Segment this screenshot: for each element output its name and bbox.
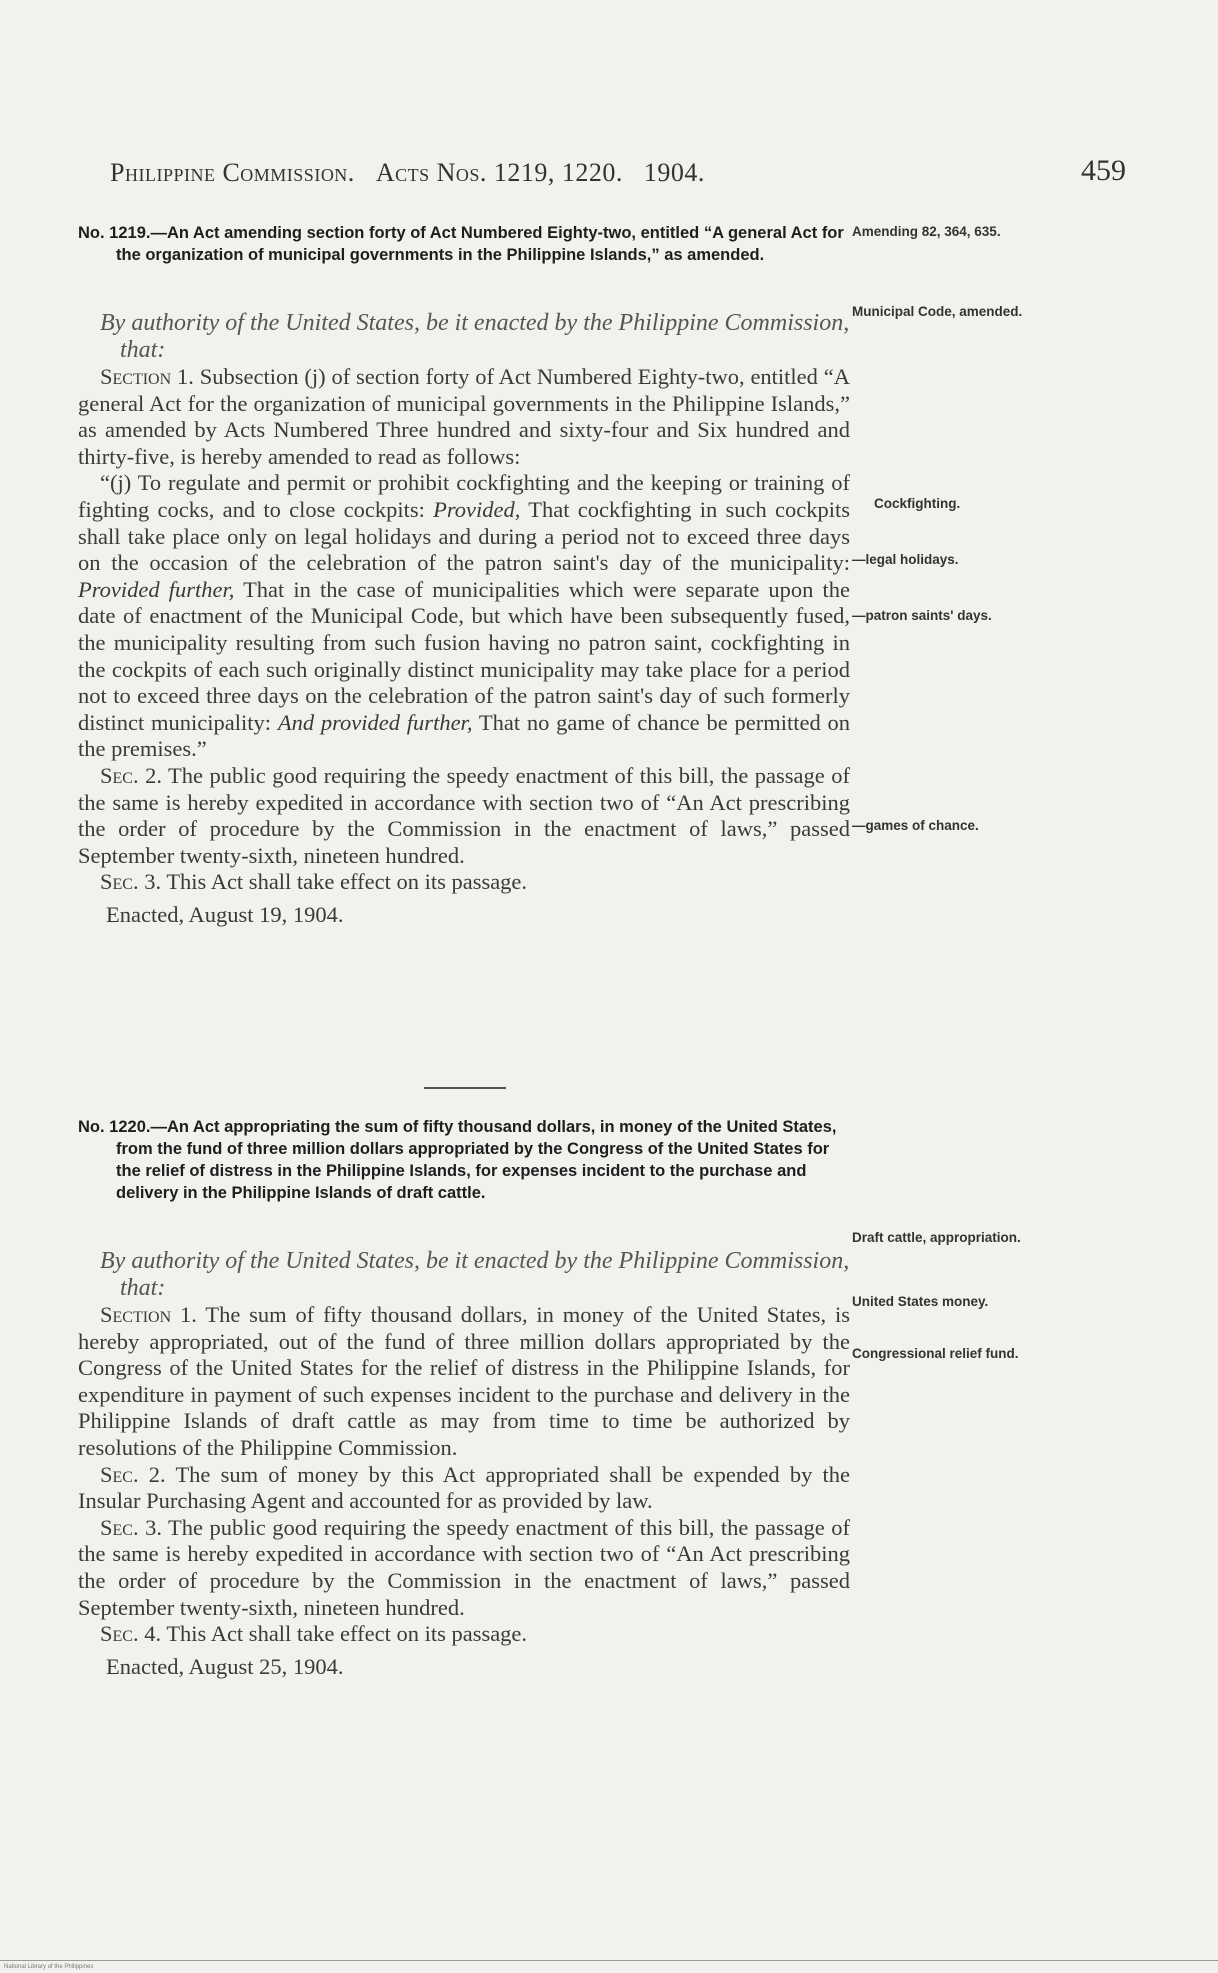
act-1219-enacted-date: Enacted, August 19, 1904. <box>106 901 344 927</box>
quote-part-2: That cockfighting in such cockpits shall take place only on legal holidays and during a period not to exceed three days on the occasion of the celebration of the patron saint's day of the municipality: <box>78 496 850 576</box>
act-1220-section-1 <box>78 1302 850 1462</box>
section-text: The sum of money by this Act appropriated shall be expended by the Insular Purchasing Agent and accounted for as provided by law. <box>78 1461 850 1514</box>
act-1219-heading: No. 1219.—An Act amending section forty of Act Numbered Eighty-two, entitled “A general Act for the organization of municipal governments in the Philippine Islands,” as amended. <box>78 224 844 264</box>
footer-rule <box>0 1960 1218 1961</box>
section-label: Sec. 2. <box>100 1461 166 1487</box>
section-label: Section 1. <box>100 364 194 389</box>
margin-note-patron-saints-days: —patron saints' days. <box>852 608 992 623</box>
section-label: Sec. 2. <box>100 762 162 788</box>
act-1220-section-2 <box>78 1462 850 1515</box>
act-1219-enacting-clause: By authority of the United States, be it enacted by the Philippine Commission, that: <box>100 310 850 363</box>
section-text: The public good requiring the speedy enactment of this bill, the passage of the same is hereby expedited in accordance with section two of “An Act prescribing the order of procedure by the Commission in the enactment of laws,” passed September twenty-sixth, nineteen hundred. <box>78 762 850 868</box>
margin-note-draft-cattle: Draft cattle, appropriation. <box>852 1230 1021 1245</box>
act-1220-section-4 <box>78 1621 850 1648</box>
proviso-provided-further: Provided further, <box>78 576 235 602</box>
section-label: Section 1. <box>100 1302 197 1327</box>
margin-note-legal-holidays: —legal holidays. <box>852 552 959 567</box>
act-1220-enacted-date: Enacted, August 25, 1904. <box>106 1653 344 1679</box>
margin-note-cockfighting: Cockfighting. <box>874 496 961 511</box>
margin-note-municipal-code: Municipal Code, amended. <box>852 304 1023 319</box>
section-text: The public good requiring the speedy enactment of this bill, the passage of the same is hereby expedited in accordance with section two of “An Act prescribing the order of procedure by the Commission in the enactment of laws,” passed September twenty-sixth, nineteen hundred. <box>78 1514 850 1620</box>
section-label: Sec. 4. <box>100 1621 162 1647</box>
running-header <box>110 158 705 188</box>
header-title: Philippine Commission. <box>110 158 355 187</box>
act-1219-body <box>78 364 850 928</box>
proviso-provided: Provided, <box>433 496 521 522</box>
margin-note-amending: Amending 82, 364, 635. <box>852 224 1001 239</box>
section-text: Subsection (j) of section forty of Act Numbered Eighty-two, entitled “A general Act for the organization of municipal governments in the Philippine Islands,” as amended by Acts Numbered Three hundred and sixty-four and Six hundred and thirty-five, is hereby amended to read as follows: <box>78 364 851 469</box>
section-label: Sec. 3. <box>100 869 162 895</box>
proviso-and-provided-further: And provided further, <box>277 709 473 735</box>
quote-part-4: That no game of chance be permitted on the premises.” <box>78 709 851 762</box>
section-text: This Act shall take effect on its passage. <box>166 1621 528 1647</box>
act-1220-body <box>78 1302 850 1680</box>
act-1219-subsection-j <box>78 470 850 763</box>
act-1219-section-1 <box>78 364 850 470</box>
act-1220-section-3 <box>78 1515 850 1621</box>
act-1219-section-2 <box>78 763 850 869</box>
header-year: 1904. <box>643 158 705 187</box>
page-number: 459 <box>1081 154 1126 187</box>
section-text: The sum of fifty thousand dollars, in money of the United States, is hereby appropriated, out of the fund of three million dollars appropriated by the Congress of the United States for the relief of distress in the Philippine Islands, for expenditure in payment of such expenses incident to the purchase and delivery in the Philippine Islands of draft cattle as may from time to time be authorized by resolutions of the Philippine Commission. <box>78 1302 851 1460</box>
footer-credit: National Library of the Philippines <box>4 1964 94 1970</box>
margin-note-games-of-chance: —games of chance. <box>852 818 979 833</box>
act-1220-enacting-clause: By authority of the United States, be it enacted by the Philippine Commission, that: <box>100 1248 850 1301</box>
margin-note-congressional-fund: Congressional relief fund. <box>852 1346 1019 1361</box>
quote-part-1: “(j) To regulate and permit or prohibit cockfighting and the keeping or training of fighting cocks, and to close cockpits: <box>78 470 850 522</box>
header-acts: Acts Nos. 1219, 1220. <box>375 158 623 187</box>
quote-part-3: That in the case of municipalities which were separate upon the date of enactment of the Municipal Code, but which have been subsequently fused, the municipality resulting from such fusion having no patron saint, cockfighting in the cockpits of each such originally distinct municipality may take place for a period not to exceed three days on the celebration of the patron saint's day of such formerly distinct municipality: <box>78 576 850 735</box>
act-1219-section-3 <box>78 869 850 896</box>
section-divider <box>424 1087 506 1089</box>
margin-note-us-money: United States money. <box>852 1294 989 1309</box>
section-label: Sec. 3. <box>100 1514 162 1540</box>
section-text: This Act shall take effect on its passage. <box>166 869 528 895</box>
act-1220-heading: No. 1220.—An Act appropriating the sum of fifty thousand dollars, in money of the United States, from the fund of three million dollars appropriated by the Congress of the United States for the relief of distress in the Philippine Islands, for expenses incident to the purchase and delivery in the Philippine Islands of draft cattle. <box>78 1118 837 1202</box>
